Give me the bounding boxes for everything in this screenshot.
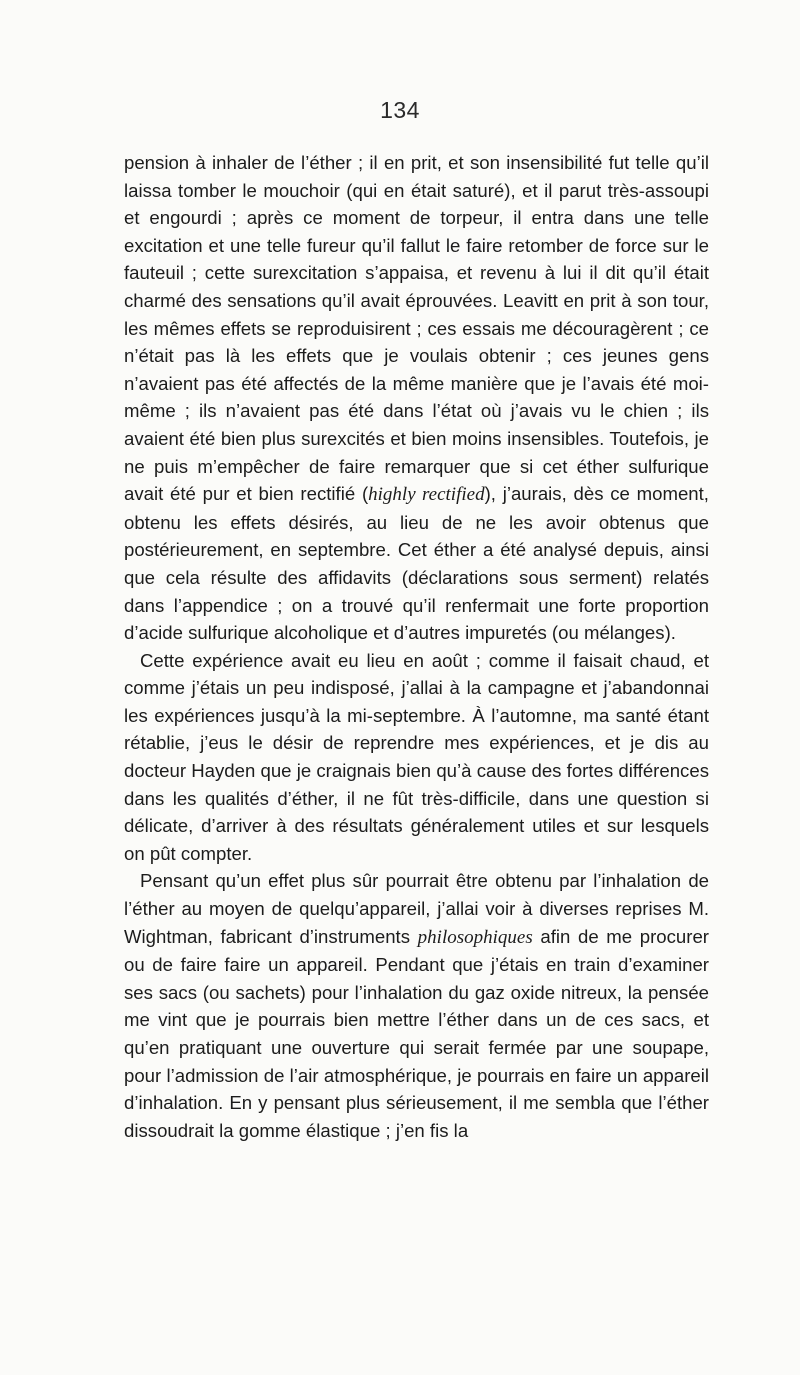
text-segment: pension à inhaler de l’éther ; il en prit, et son insensibilité fut telle qu’il laissa tomber le mouchoir (qui en était saturé), et il parut très-assoupi et engourdi ; après ce moment de torpeur, il entra dans une telle excitation et une telle fureur qu’il fallut le faire retomber de force sur le fauteuil ; cette surexcitation s’appaisa, et revenu à lui il dit qu’il était charmé des sensations qu’il avait éprouvées. Leavitt en prit à son tour, les mêmes effets se reproduisirent ; ces essais me découragèrent ; ce n’était pas là les effets que je voulais obtenir ; ces jeunes gens n’avaient pas été affectés de la même manière que je l’avais été moi-même ; ils n’avaient pas été dans l’état où j’avais vu le chien ; ils avaient été bien plus surexcités et bien moins insensibles. Toutefois, je ne puis m’empêcher de faire remarquer que si cet éther sulfurique avait été pur et bien rectifié (: [124, 152, 709, 505]
text-segment: Pensant qu’un effet plus sûr pourrait être obtenu par l’inhalation de l’éther au moyen de quelqu’appareil, j’allai voir à diverses reprises M. Wightman, fabricant d’instruments: [124, 870, 709, 947]
paragraph-2: [124, 647, 709, 868]
body-text: [124, 149, 709, 1144]
text-segment: ), j’aurais, dès ce moment, obtenu les effets désirés, au lieu de ne les avoir obtenus que postérieurement, en septembre. Cet éther a été analysé depuis, ainsi que cela résulte des affidavits (déclarations sous serment) relatés dans l’appendice ; on a trouvé qu’il renfermait une forte proportion d’acide sulfurique alcoholique et d’autres impuretés (ou mélanges).: [124, 483, 709, 644]
italic-term-highly-rectified: highly rectified: [368, 484, 485, 506]
text-segment: afin de me procurer ou de faire faire un appareil. Pendant que j’étais en train d’examiner ses sacs (ou sachets) pour l’inhalation du gaz oxide nitreux, la pensée me vint que je pourrais bien mettre l’éther dans un de ces sacs, et qu’en pratiquant une ouverture qui serait fermée par une soupape, pour l’admission de l’air atmosphérique, je pourrais en faire un appareil d’inhalation. En y pensant plus sérieusement, il me sembla que l’éther dissoudrait la gomme élastique ; j’en fis la: [124, 925, 709, 1141]
paragraph-1: [124, 149, 709, 647]
paragraph-3: [124, 867, 709, 1144]
page-number: 134: [380, 97, 420, 123]
italic-term-philosophiques: philosophiques: [417, 926, 533, 948]
text-segment: Cette expérience avait eu lieu en août ; comme il faisait chaud, et comme j’étais un peu indisposé, j’allai à la campagne et j’abandonnai les expériences jusqu’à la mi-septembre. À l’automne, ma santé étant rétablie, j’eus le désir de reprendre mes expériences, et je dis au docteur Hayden que je craignais bien qu’à cause des fortes différences dans les qualités d’éther, il ne fût très-difficile, dans une question si délicate, d’arriver à des résultats généralement utiles et sur lesquels on pût compter.: [124, 649, 709, 864]
